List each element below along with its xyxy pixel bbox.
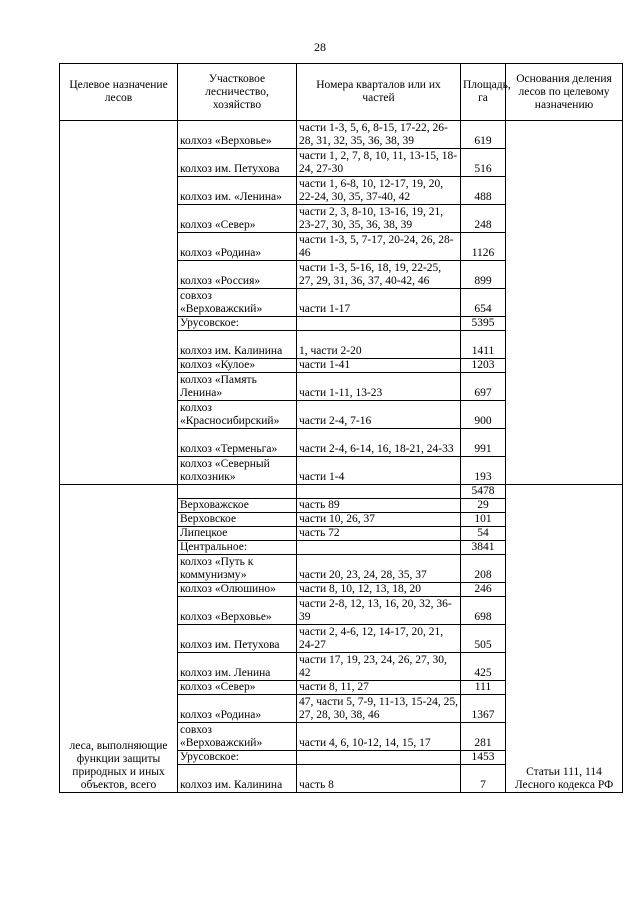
area-cell: 488 xyxy=(461,177,506,205)
forestry-cell: колхоз им. Калинина xyxy=(178,765,297,793)
forestry-cell: совхоз «Верховажский» xyxy=(178,289,297,317)
forestry-cell: колхоз «Терменьга» xyxy=(178,429,297,457)
basis-cell: Статьи 111, 114 Лесного кодекса РФ xyxy=(506,485,623,793)
quarters-cell xyxy=(297,751,461,765)
area-cell: 1203 xyxy=(461,359,506,373)
area-cell: 248 xyxy=(461,205,506,233)
area-cell: 3841 xyxy=(461,541,506,555)
forestry-cell: колхоз «Кулое» xyxy=(178,359,297,373)
forestry-cell: Урусовское: xyxy=(178,751,297,765)
quarters-cell: часть 72 xyxy=(297,527,461,541)
forestry-cell: совхоз «Верховажский» xyxy=(178,723,297,751)
forestry-cell: колхоз «Россия» xyxy=(178,261,297,289)
forestry-cell: Верховское xyxy=(178,513,297,527)
quarters-cell: части 1, 2, 7, 8, 10, 11, 13-15, 18-24, 27-30 xyxy=(297,149,461,177)
header-row xyxy=(60,64,623,121)
area-cell: 29 xyxy=(461,499,506,513)
quarters-cell xyxy=(297,485,461,499)
forestry-cell: колхоз «Родина» xyxy=(178,233,297,261)
forestry-cell: колхоз им. «Ленина» xyxy=(178,177,297,205)
forestry-cell: колхоз «Родина» xyxy=(178,695,297,723)
quarters-cell: части 1-3, 5, 6, 8-15, 17-22, 26-28, 31, 32, 35, 36, 38, 39 xyxy=(297,121,461,149)
forestry-cell: колхоз «Север» xyxy=(178,681,297,695)
area-cell: 5478 xyxy=(461,485,506,499)
quarters-cell: части 1-11, 13-23 xyxy=(297,373,461,401)
header-basis: Основания деления лесов по целевому назначению xyxy=(506,64,623,121)
quarters-cell: части 2, 4-6, 12, 14-17, 20, 21, 24-27 xyxy=(297,625,461,653)
forestry-cell: колхоз «Северный колхозник» xyxy=(178,457,297,485)
quarters-cell: части 1-4 xyxy=(297,457,461,485)
area-cell: 7 xyxy=(461,765,506,793)
header-quarters: Номера кварталов или их частей xyxy=(297,64,461,121)
purpose-cell xyxy=(60,121,178,485)
area-cell: 5395 xyxy=(461,317,506,331)
area-cell: 425 xyxy=(461,653,506,681)
forestry-cell: колхоз им. Калинина xyxy=(178,331,297,359)
forestry-cell: колхоз им. Ленина xyxy=(178,653,297,681)
quarters-cell: часть 8 xyxy=(297,765,461,793)
forestry-cell: колхоз «Верховье» xyxy=(178,597,297,625)
header-purpose: Целевое назначение лесов xyxy=(60,64,178,121)
area-cell: 1126 xyxy=(461,233,506,261)
area-cell: 281 xyxy=(461,723,506,751)
quarters-cell: части 20, 23, 24, 28, 35, 37 xyxy=(297,555,461,583)
quarters-cell: 47, части 5, 7-9, 11-13, 15-24, 25, 27, 28, 30, 38, 46 xyxy=(297,695,461,723)
area-cell: 193 xyxy=(461,457,506,485)
quarters-cell: части 1-17 xyxy=(297,289,461,317)
quarters-cell: части 4, 6, 10-12, 14, 15, 17 xyxy=(297,723,461,751)
area-cell: 697 xyxy=(461,373,506,401)
area-cell: 1411 xyxy=(461,331,506,359)
quarters-cell: части 10, 26, 37 xyxy=(297,513,461,527)
area-cell: 698 xyxy=(461,597,506,625)
area-cell: 899 xyxy=(461,261,506,289)
forestry-cell: колхоз «Олюшино» xyxy=(178,583,297,597)
area-cell: 1367 xyxy=(461,695,506,723)
area-cell: 991 xyxy=(461,429,506,457)
purpose-cell: леса, выполняющие функции защиты природных и иных объектов, всего xyxy=(60,485,178,793)
page-number: 28 xyxy=(314,40,326,54)
quarters-cell: части 2-8, 12, 13, 16, 20, 32, 36-39 xyxy=(297,597,461,625)
quarters-cell: 1, части 2-20 xyxy=(297,331,461,359)
area-cell: 900 xyxy=(461,401,506,429)
quarters-cell xyxy=(297,317,461,331)
forestry-cell: Липецкое xyxy=(178,527,297,541)
forestry-cell: Верховажское xyxy=(178,499,297,513)
table-row xyxy=(60,485,623,499)
area-cell: 1453 xyxy=(461,751,506,765)
forestry-cell: колхоз «Путь к коммунизму» xyxy=(178,555,297,583)
basis-cell xyxy=(506,121,623,485)
quarters-cell: части 1, 6-8, 10, 12-17, 19, 20, 22-24, 30, 35, 37-40, 42 xyxy=(297,177,461,205)
quarters-cell: части 1-3, 5, 7-17, 20-24, 26, 28-46 xyxy=(297,233,461,261)
forestry-cell: колхоз им. Петухова xyxy=(178,149,297,177)
header-forestry: Участковое лесничество, хозяйство xyxy=(178,64,297,121)
area-cell: 619 xyxy=(461,121,506,149)
forestry-cell: Урусовское: xyxy=(178,317,297,331)
area-cell: 208 xyxy=(461,555,506,583)
forestry-cell: колхоз им. Петухова xyxy=(178,625,297,653)
area-cell: 54 xyxy=(461,527,506,541)
forestry-cell: колхоз «Красносибирский» xyxy=(178,401,297,429)
forestry-cell: колхоз «Верховье» xyxy=(178,121,297,149)
quarters-cell: части 2-4, 6-14, 16, 18-21, 24-33 xyxy=(297,429,461,457)
quarters-cell: части 17, 19, 23, 24, 26, 27, 30, 42 xyxy=(297,653,461,681)
quarters-cell: части 8, 11, 27 xyxy=(297,681,461,695)
table-row xyxy=(60,121,623,149)
area-cell: 101 xyxy=(461,513,506,527)
area-cell: 505 xyxy=(461,625,506,653)
quarters-cell: часть 89 xyxy=(297,499,461,513)
quarters-cell: части 1-41 xyxy=(297,359,461,373)
forestry-cell: Центральное: xyxy=(178,541,297,555)
area-cell: 516 xyxy=(461,149,506,177)
quarters-cell: части 2, 3, 8-10, 13-16, 19, 21, 23-27, 30, 35, 36, 38, 39 xyxy=(297,205,461,233)
forest-purpose-table xyxy=(59,63,623,793)
quarters-cell: части 8, 10, 12, 13, 18, 20 xyxy=(297,583,461,597)
forestry-cell xyxy=(178,485,297,499)
area-cell: 654 xyxy=(461,289,506,317)
quarters-cell: части 1-3, 5-16, 18, 19, 22-25, 27, 29, 31, 36, 37, 40-42, 46 xyxy=(297,261,461,289)
area-cell: 111 xyxy=(461,681,506,695)
quarters-cell: части 2-4, 7-16 xyxy=(297,401,461,429)
area-cell: 246 xyxy=(461,583,506,597)
forestry-cell: колхоз «Север» xyxy=(178,205,297,233)
quarters-cell xyxy=(297,541,461,555)
header-area: Площадь, га xyxy=(461,64,506,121)
forestry-cell: колхоз «Память Ленина» xyxy=(178,373,297,401)
